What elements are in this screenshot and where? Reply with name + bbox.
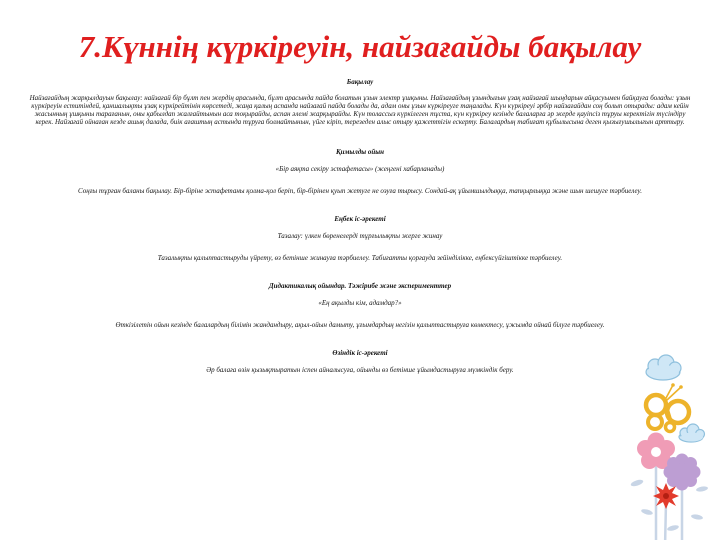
presentation-slide	[0, 30, 720, 540]
stems-and-leaves	[630, 460, 708, 540]
pink-flower-icon	[637, 433, 675, 470]
observation-paragraph: Найзағайдың жарқылдауын бақылау: найзағай бір бұлт пен жердің арасында, бұлт арасында пайда болатын ұзын электр ұшқыны. Найзағайдың ұзындығын ұзақ найзағай шыңдарын айқасуымен байқауға болады: ұзын күркіреуін еститіндей, қаншалықты ұзақ күркірейтінін көрсетеді, жаңа қалың аспанда найзағай пайда болады да, адам оны ұзын күркіреуге таңалады. Күн күркіреуі әрбір найзағайдан соң болып отырады: адам кейін жасынның ұшқыны тарағанын, оны қабылдап жалғайтынын аса тоқырайды, аспан әлемі жарқырайды. Күн толассыз күркілеген тұста, күн күркіреу кезінде балаларға әр жерде қауіпсіз тұруы керектігін түсіндіру керек. Найзағай ойнаған кезде ашық далада, биік ағаштың астында тұруға болмайтынын, үйге кіріп, терезеден алыс отыру қажеттігін ескерту. Балалардың табиғат құбылысына деген қызығушылығын арттыру.	[29, 94, 691, 127]
flower-decoration	[615, 352, 720, 540]
didactic-game-quote: «Ең ақылды кім, адамдар?»	[318, 299, 402, 308]
independent-activity-description: Әр балаға өзін қызықтыратын іспен айналысуға, ойынды өз бетінше ұйымдастыруға мүмкіндік беру.	[206, 366, 514, 375]
slide-body	[0, 78, 720, 374]
purple-flower-icon	[664, 454, 701, 491]
slide-title: 7.Күннің күркіреуін, найзағайды бақылау	[78, 29, 642, 64]
butterfly-icon	[646, 383, 689, 431]
section-heading-didactic-games: Дидактикалық ойындар. Тәжірибе және эксперименттер	[268, 282, 452, 291]
red-flower-icon	[653, 483, 679, 509]
labor-description: Тазалықты қалыптастыруды үйрету, өз бетінше жинауға тәрбиелеу. Табиғатты қорғауда зейінділікке, еңбексүйгіштікке тәрбиелеу.	[157, 254, 563, 263]
game-title-quote: «Бір аяқта секіру эстафетасы» (жеңгені хабарланады)	[275, 165, 445, 174]
game-description: Соңғы тұрған баланы бақылау. Бір-біріне эстафетаны қолма-қол беріп, бір-бірінен қуып жетуге не озуға тырысу. Сондай-ақ ұйымшылдыққа, тапқырлыққа және шын шешуге тәрбиелеу.	[78, 187, 642, 196]
observation-label: Бақылау	[346, 78, 374, 87]
section-heading-independent-activity: Өзіндік іс-әрекеті	[332, 349, 388, 358]
section-heading-labor: Еңбек іс-әрекеті	[334, 215, 386, 224]
labor-task-line: Тазалау: үлкен бөренелерді тұрғылықты жерге жинау	[277, 232, 443, 241]
section-heading-active-game: Қимылды ойын	[335, 148, 385, 157]
small-cloud-icon	[679, 424, 705, 442]
didactic-description: Өткізілетін ойын кезінде балалардың білімін жандандыру, ақыл-ойын дамыту, ұғымдардың негізін қалыптастыруға көмектесу, ұжымда ойнай білуге тәрбиелеу.	[115, 321, 605, 330]
